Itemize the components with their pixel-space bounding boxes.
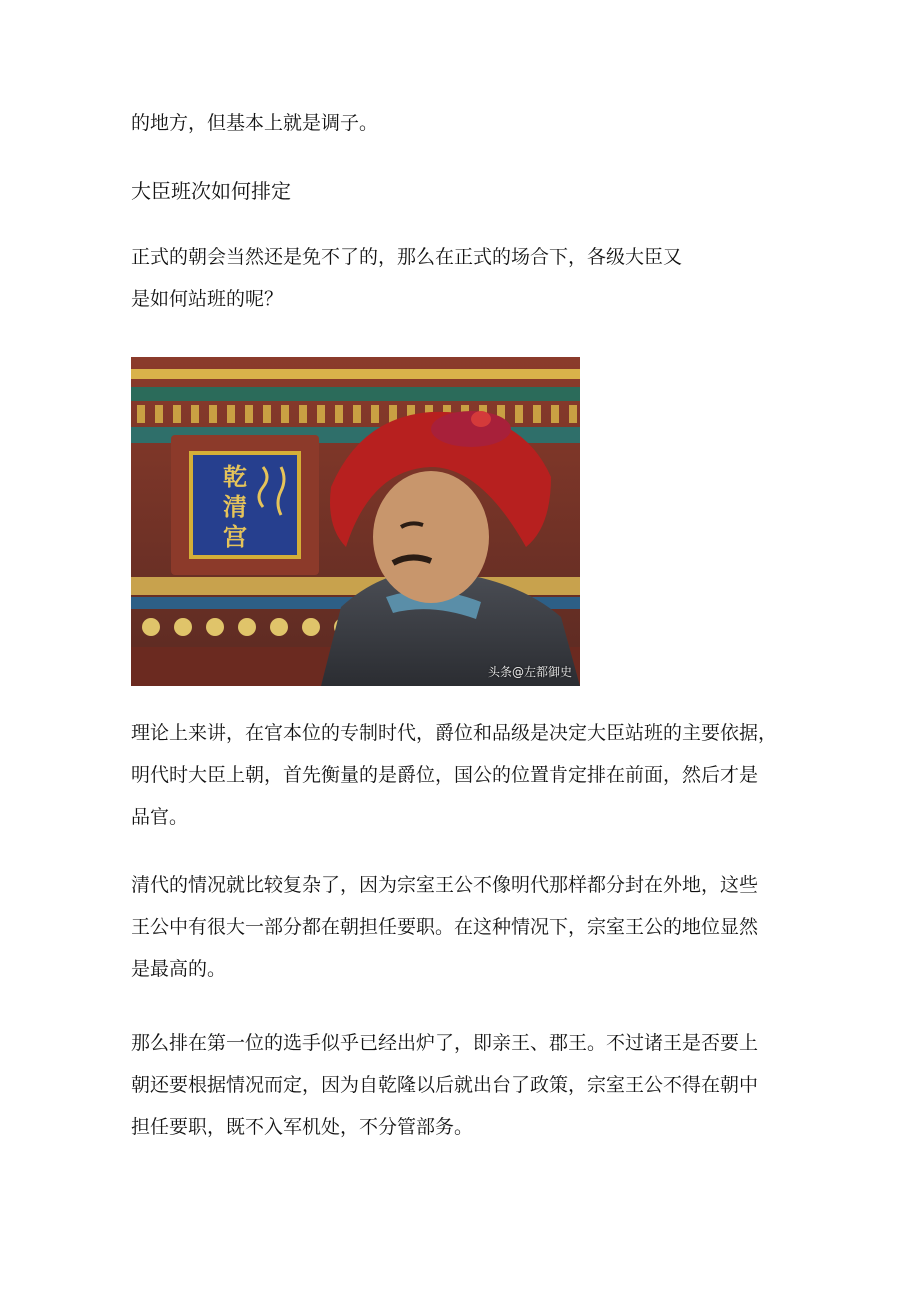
svg-text:乾: 乾 (223, 462, 247, 491)
qing-palace-photo (131, 357, 580, 686)
para2-line-2: 王公中有很大一部分都在朝担任要职。在这种情况下，宗室王公的地位显然 (131, 916, 759, 938)
para1-line-1: 理论上来讲，在官本位的专制时代，爵位和品级是决定大臣站班的主要依据， (131, 722, 778, 744)
lead-fragment: 的地方，但基本上就是调子。 (131, 112, 379, 134)
watermark: 头条@左都御史 (487, 665, 572, 679)
svg-text:宫: 宫 (223, 522, 247, 551)
para3-line-1: 那么排在第一位的选手似乎已经出炉了，即亲王、郡王。不过诸王是否要上 (131, 1032, 759, 1054)
para2-line-3: 是最高的。 (131, 958, 227, 980)
para3-line-3: 担任要职，既不入军机处，不分管部务。 (131, 1116, 474, 1138)
para1-line-2: 明代时大臣上朝，首先衡量的是爵位，国公的位置肯定排在前面，然后才是 (131, 764, 759, 786)
section-heading: 大臣班次如何排定 (131, 179, 291, 203)
para1-line-3: 品官。 (131, 806, 189, 828)
para2-line-1: 清代的情况就比较复杂了，因为宗室王公不像明代那样都分封在外地，这些 (131, 874, 759, 896)
intro-line-2: 是如何站班的呢？ (131, 288, 284, 310)
intro-line-1: 正式的朝会当然还是免不了的，那么在正式的场合下，各级大臣又 (131, 246, 683, 268)
para3-line-2: 朝还要根据情况而定，因为自乾隆以后就出台了政策，宗室王公不得在朝中 (131, 1074, 759, 1096)
svg-text:清: 清 (223, 492, 247, 521)
